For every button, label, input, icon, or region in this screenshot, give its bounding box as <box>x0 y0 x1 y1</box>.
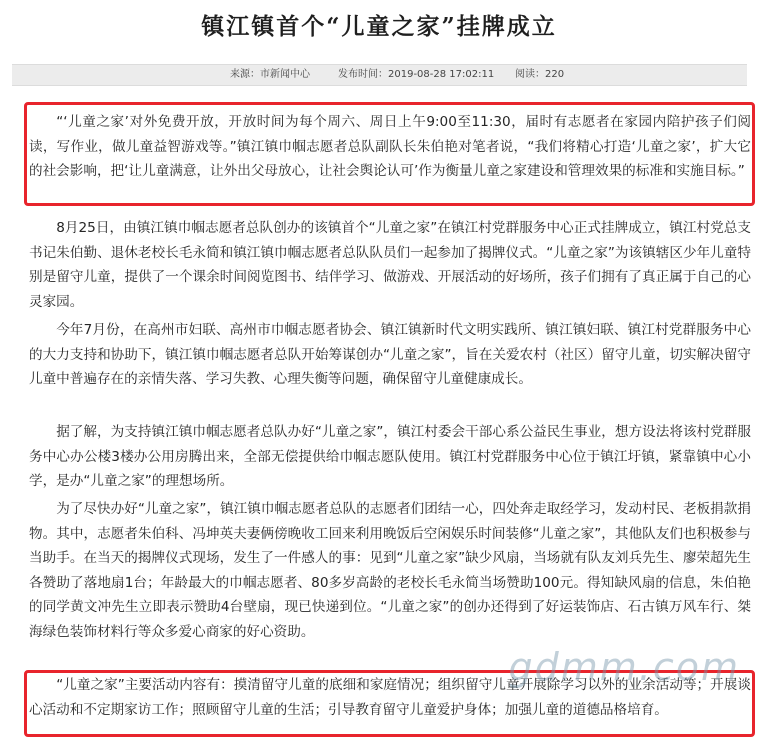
paragraph-1: “‘儿童之家’对外免费开放，开放时间为每个周六、周日上午9:00至11:30，届时有志愿者在家园内陪护孩子们阅读，写作业，做儿童益智游戏等。”镇江镇巾帼志愿者总队副队长朱伯艳对笔者说，“我们将精心打造‘儿童之家’，扩大它的社会影响，把‘让儿童满意，让外出父母放心，让社会舆论认可’作为衡量儿童之家建设和管理效果的标准和实施目标。” <box>29 114 751 179</box>
paragraph-4: 据了解，为支持镇江镇巾帼志愿者总队办好“儿童之家”，镇江村委会干部心系公益民生事业，想方设法将该村党群服务中心办公楼3楼办公用房腾出来，全部无偿提供给巾帼志愿队使用。镇江村党群服务中心位于镇江圩镇，紧靠镇中心小学，是办“儿童之家”的理想场所。 <box>29 424 751 489</box>
paragraph-3: 今年7月份，在高州市妇联、高州市巾帼志愿者协会、镇江镇新时代文明实践所、镇江镇妇联、镇江村党群服务中心的大力支持和协助下，镇江镇巾帼志愿者总队开始筹谋创办“儿童之家”，旨在关爱农村（社区）留守儿童，切实解决留守儿童中普遍存在的亲情失落、学习失教、心理失衡等问题，确保留守儿童健康成长。 <box>29 322 751 387</box>
meta-source: 来源：市新闻中心 <box>230 69 310 80</box>
meta-views: 阅读：220 <box>515 69 565 80</box>
article-meta-bar <box>12 64 747 86</box>
meta-published: 发布时间：2019-08-28 17:02:11 <box>338 69 495 80</box>
watermark-logo: gdmm.com <box>508 645 740 689</box>
paragraph-6: “儿童之家”主要活动内容有：摸清留守儿童的底细和家庭情况；组织留守儿童开展除学习以外的业余活动等；开展谈心活动和不定期家访工作；照顾留守儿童的生活；引导教育留守儿童爱护身体；加强儿童的道德品格培育。 <box>29 677 751 718</box>
paragraph-2: 8月25日，由镇江镇巾帼志愿者总队创办的该镇首个“儿童之家”在镇江村党群服务中心正式挂牌成立，镇江村党总支书记朱伯勤、退休老校长毛永简和镇江镇巾帼志愿者总队队员们一起参加了揭牌仪式。“儿童之家”为该镇辖区少年儿童特别是留守儿童，提供了一个课余时间阅览图书、结伴学习、做游戏、开展活动的好场所，孩子们拥有了真正属于自己的心灵家园。 <box>29 220 751 310</box>
paragraph-5: 为了尽快办好“儿童之家”，镇江镇巾帼志愿者总队的志愿者们团结一心，四处奔走取经学习，发动村民、老板捐款捐物。其中，志愿者朱伯科、冯坤英夫妻俩傍晚收工回来利用晚饭后空闲娱乐时间装修“儿童之家”，其他队友们也积极参与当助手。在当天的揭牌仪式现场，发生了一件感人的事：见到“儿童之家”缺少风扇，当场就有队友刘兵先生、廖荣超先生各赞助了落地扇1台；年龄最大的巾帼志愿者、80多岁高龄的老校长毛永简当场赞助100元。得知缺风扇的信息，朱伯艳的同学黄文冲先生立即表示赞助4台壁扇，现已快递到位。“儿童之家”的创办还得到了好运装饰店、石古镇万风车行、桀海绿色装饰材料行等众多爱心商家的好心资助。 <box>29 501 751 640</box>
article-title: 镇江镇首个“儿童之家”挂牌成立 <box>201 13 557 40</box>
